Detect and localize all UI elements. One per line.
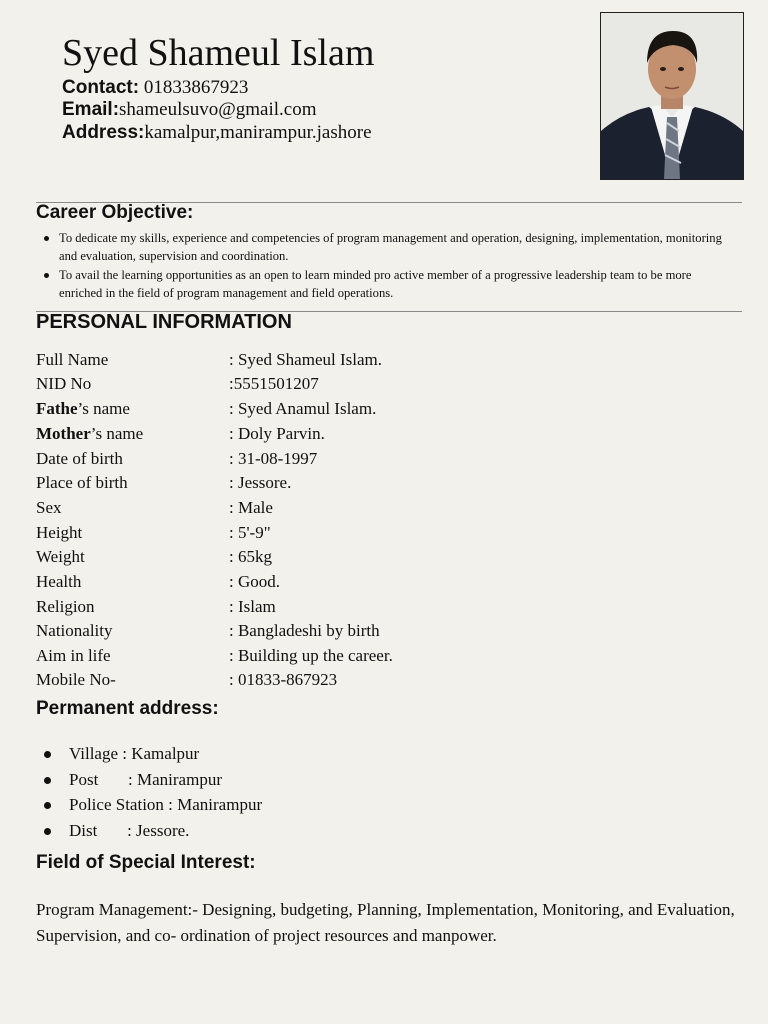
info-value: : 31-08-1997: [229, 449, 318, 468]
career-objective-heading: Career Objective:: [36, 202, 194, 223]
info-label: Place of birth: [36, 473, 128, 492]
bullet-icon: [44, 828, 51, 835]
info-value: : Islam: [229, 597, 276, 616]
address-value: kamalpur,manirampur.jashore: [144, 122, 372, 143]
email-line: [62, 98, 316, 121]
info-label-bold: Mother: [36, 424, 91, 443]
objective-item: [44, 266, 734, 303]
info-label-bold: Fathe: [36, 399, 78, 418]
info-label-rest: ’s name: [90, 424, 144, 443]
info-value: : Good.: [229, 572, 280, 591]
info-value: : 01833-867923: [229, 670, 338, 689]
info-value: : 65kg: [229, 547, 272, 566]
bullet-icon: [44, 273, 49, 278]
info-label: NID No: [36, 374, 92, 393]
info-label: Health: [36, 572, 82, 591]
contact-line: [62, 76, 248, 99]
info-value: : 5'-9": [229, 523, 271, 542]
info-value: : Syed Shameul Islam.: [229, 350, 382, 369]
bullet-icon: [44, 236, 49, 241]
address-item-text: Police Station : Manirampur: [69, 795, 263, 814]
address-item-text: Dist : Jessore.: [69, 821, 190, 840]
address-item-text: Post : Manirampur: [69, 770, 222, 789]
info-value: : Doly Parvin.: [229, 424, 325, 443]
address-label: Address:: [62, 122, 145, 143]
objective-text: To avail the learning opportunities as an open to learn minded pro active member of a progressive leadership team to be more enriched in the field of program management and field operations.: [59, 267, 692, 300]
info-label: Mobile No-: [36, 670, 116, 689]
contact-value: 01833867923: [139, 77, 249, 98]
info-label: Aim in life: [36, 646, 111, 665]
info-label: Nationality: [36, 621, 113, 640]
info-label: Height: [36, 523, 83, 542]
profile-photo: [600, 12, 744, 180]
info-value: : Jessore.: [229, 473, 292, 492]
info-value: : Building up the career.: [229, 646, 393, 665]
info-label: Weight: [36, 547, 85, 566]
bullet-icon: [44, 751, 51, 758]
info-label: Full Name: [36, 350, 109, 369]
info-value: : Syed Anamul Islam.: [229, 399, 377, 418]
portrait-illustration: [601, 13, 743, 179]
info-value: :5551501207: [229, 374, 319, 393]
info-label: Sex: [36, 498, 62, 517]
address-item-text: Village : Kamalpur: [69, 744, 200, 763]
career-objective-list: [44, 229, 734, 302]
objective-item: [44, 229, 734, 266]
personal-info-heading: PERSONAL INFORMATION: [36, 311, 292, 333]
info-label-rest: ’s name: [77, 399, 130, 418]
bullet-icon: [44, 802, 51, 809]
email-label: Email:: [62, 99, 120, 120]
special-interest-text: Program Management:- Designing, budgeting, Planning, Implementation, Monitoring, and Evaluation, Supervision, and co- ordination of project resources and manpower.: [36, 900, 735, 945]
applicant-name: Syed Shameul Islam: [62, 32, 375, 74]
objective-text: To dedicate my skills, experience and competencies of program management and operation, designing, implementation, monitoring and evaluation, supervision and coordination.: [59, 231, 722, 264]
address-line: [62, 121, 372, 144]
special-interest-heading: Field of Special Interest:: [36, 852, 256, 873]
info-label: Religion: [36, 597, 95, 616]
info-label: [36, 422, 226, 446]
permanent-address-heading: Permanent address:: [36, 698, 219, 719]
info-label: Date of birth: [36, 449, 123, 468]
email-value: shameulsuvo@gmail.com: [119, 99, 317, 120]
info-value: : Male: [229, 498, 273, 517]
info-value: : Bangladeshi by birth: [229, 621, 380, 640]
bullet-icon: [44, 777, 51, 784]
contact-label: Contact:: [62, 77, 140, 98]
info-label: [36, 397, 226, 421]
